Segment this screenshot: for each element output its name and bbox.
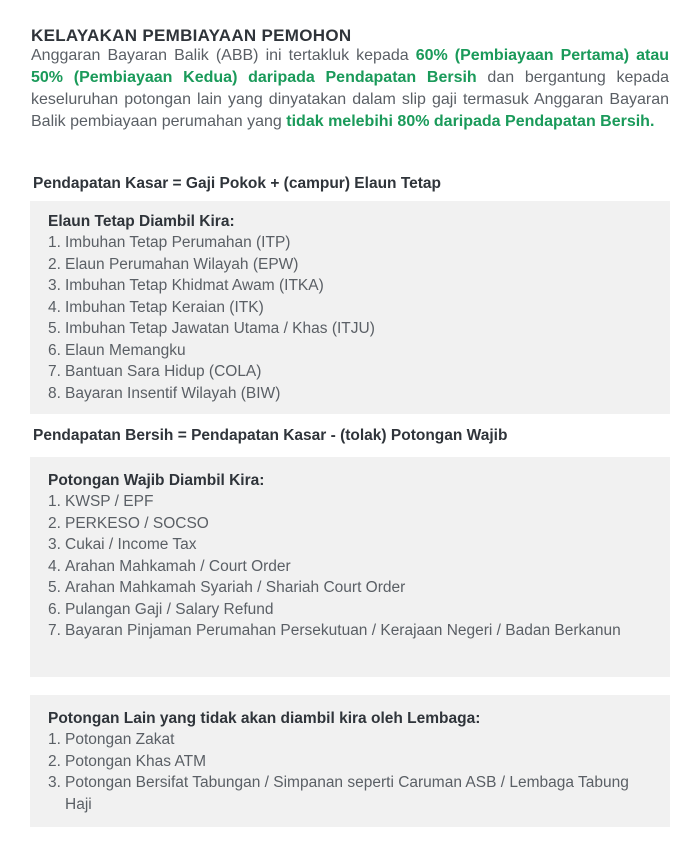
item-number: 7. bbox=[48, 363, 61, 380]
item-number: 6. bbox=[48, 600, 61, 618]
item-text: Imbuhan Tetap Jawatan Utama / Khas (ITJU) bbox=[65, 320, 375, 337]
item-number: 4. bbox=[48, 298, 61, 316]
list-item bbox=[48, 232, 670, 254]
item-text: Elaun Memangku bbox=[65, 341, 186, 359]
panel-title: Elaun Tetap Diambil Kira: bbox=[48, 213, 235, 230]
list-item bbox=[48, 729, 670, 751]
item-text: PERKESO / SOCSO bbox=[65, 514, 209, 532]
item-text: Imbuhan Tetap Perumahan (ITP) bbox=[65, 234, 291, 251]
list-item bbox=[48, 772, 670, 815]
item-number: 5. bbox=[48, 320, 61, 337]
item-number: 1. bbox=[48, 731, 61, 748]
item-text: Cukai / Income Tax bbox=[65, 536, 197, 553]
item-text: Imbuhan Tetap Keraian (ITK) bbox=[65, 298, 264, 316]
item-number: 2. bbox=[48, 255, 61, 273]
item-number: 6. bbox=[48, 341, 61, 359]
intro-paragraph bbox=[31, 45, 669, 133]
list-item bbox=[48, 318, 670, 340]
list-item bbox=[48, 534, 670, 556]
list-item bbox=[48, 491, 670, 513]
list-item bbox=[48, 340, 670, 362]
list-item bbox=[48, 361, 670, 383]
page-title: KELAYAKAN PEMBIAYAAN PEMOHON bbox=[31, 26, 352, 45]
list-item bbox=[48, 599, 670, 621]
intro-highlight-limit: tidak melebihi 80% daripada Pendapatan Bersih. bbox=[286, 113, 655, 130]
intro-text: Anggaran Bayaran Balik (ABB) ini tertakluk kepada bbox=[31, 47, 416, 64]
item-number: 7. bbox=[48, 622, 61, 639]
item-number: 8. bbox=[48, 384, 61, 402]
item-text: Bantuan Sara Hidup (COLA) bbox=[65, 363, 262, 380]
list-item bbox=[48, 297, 670, 319]
formula-gross-income: Pendapatan Kasar = Gaji Pokok + (campur) Elaun Tetap bbox=[33, 175, 442, 192]
item-number: 3. bbox=[48, 774, 61, 791]
panel-mandatory-deductions bbox=[30, 457, 670, 677]
item-number: 4. bbox=[48, 557, 61, 575]
panel-fixed-allowances bbox=[30, 201, 670, 414]
item-text: Potongan Zakat bbox=[65, 731, 175, 748]
item-text: Bayaran Insentif Wilayah (BIW) bbox=[65, 384, 281, 402]
other-deduction-list bbox=[48, 729, 670, 815]
item-number: 1. bbox=[48, 234, 61, 251]
mandatory-deduction-list bbox=[48, 491, 670, 642]
item-number: 3. bbox=[48, 536, 61, 553]
intro-highlight-ratio: 60% (Pembiayaan Pertama) atau 50% (Pembiayaan Kedua) daripada Pendapatan Bersih bbox=[31, 47, 670, 86]
item-number: 2. bbox=[48, 514, 61, 532]
list-item bbox=[48, 556, 670, 578]
item-number: 2. bbox=[48, 752, 61, 770]
item-number: 1. bbox=[48, 493, 61, 510]
panel-title: Potongan Lain yang tidak akan diambil kira oleh Lembaga: bbox=[48, 710, 481, 727]
item-number: 5. bbox=[48, 579, 61, 596]
item-text: Potongan Bersifat Tabungan / Simpanan seperti Caruman ASB / Lembaga Tabung Haji bbox=[65, 774, 629, 813]
item-text: Arahan Mahkamah / Court Order bbox=[65, 557, 291, 575]
panel-other-deductions bbox=[30, 695, 670, 827]
list-item bbox=[48, 383, 670, 405]
item-text: Bayaran Pinjaman Perumahan Persekutuan / Kerajaan Negeri / Badan Berkanun bbox=[65, 622, 621, 639]
item-text: Elaun Perumahan Wilayah (EPW) bbox=[65, 255, 299, 273]
allowance-list bbox=[48, 232, 670, 404]
list-item bbox=[48, 620, 670, 642]
item-text: Arahan Mahkamah Syariah / Shariah Court Order bbox=[65, 579, 406, 596]
list-item bbox=[48, 275, 670, 297]
intro-text-continued: dan bergantung kepada keseluruhan potongan lain yang dinyatakan dalam slip gaji termasuk Anggaran Bayaran Balik pembiayaan perumahan yang bbox=[31, 69, 670, 130]
formula-net-income: Pendapatan Bersih = Pendapatan Kasar - (tolak) Potongan Wajib bbox=[33, 427, 508, 444]
item-text: Pulangan Gaji / Salary Refund bbox=[65, 600, 274, 618]
list-item bbox=[48, 751, 670, 773]
list-item bbox=[48, 577, 670, 599]
item-number: 3. bbox=[48, 277, 61, 294]
item-text: Potongan Khas ATM bbox=[65, 752, 207, 770]
panel-title: Potongan Wajib Diambil Kira: bbox=[48, 472, 265, 489]
item-text: Imbuhan Tetap Khidmat Awam (ITKA) bbox=[65, 277, 324, 294]
list-item bbox=[48, 513, 670, 535]
list-item bbox=[48, 254, 670, 276]
item-text: KWSP / EPF bbox=[65, 493, 154, 510]
